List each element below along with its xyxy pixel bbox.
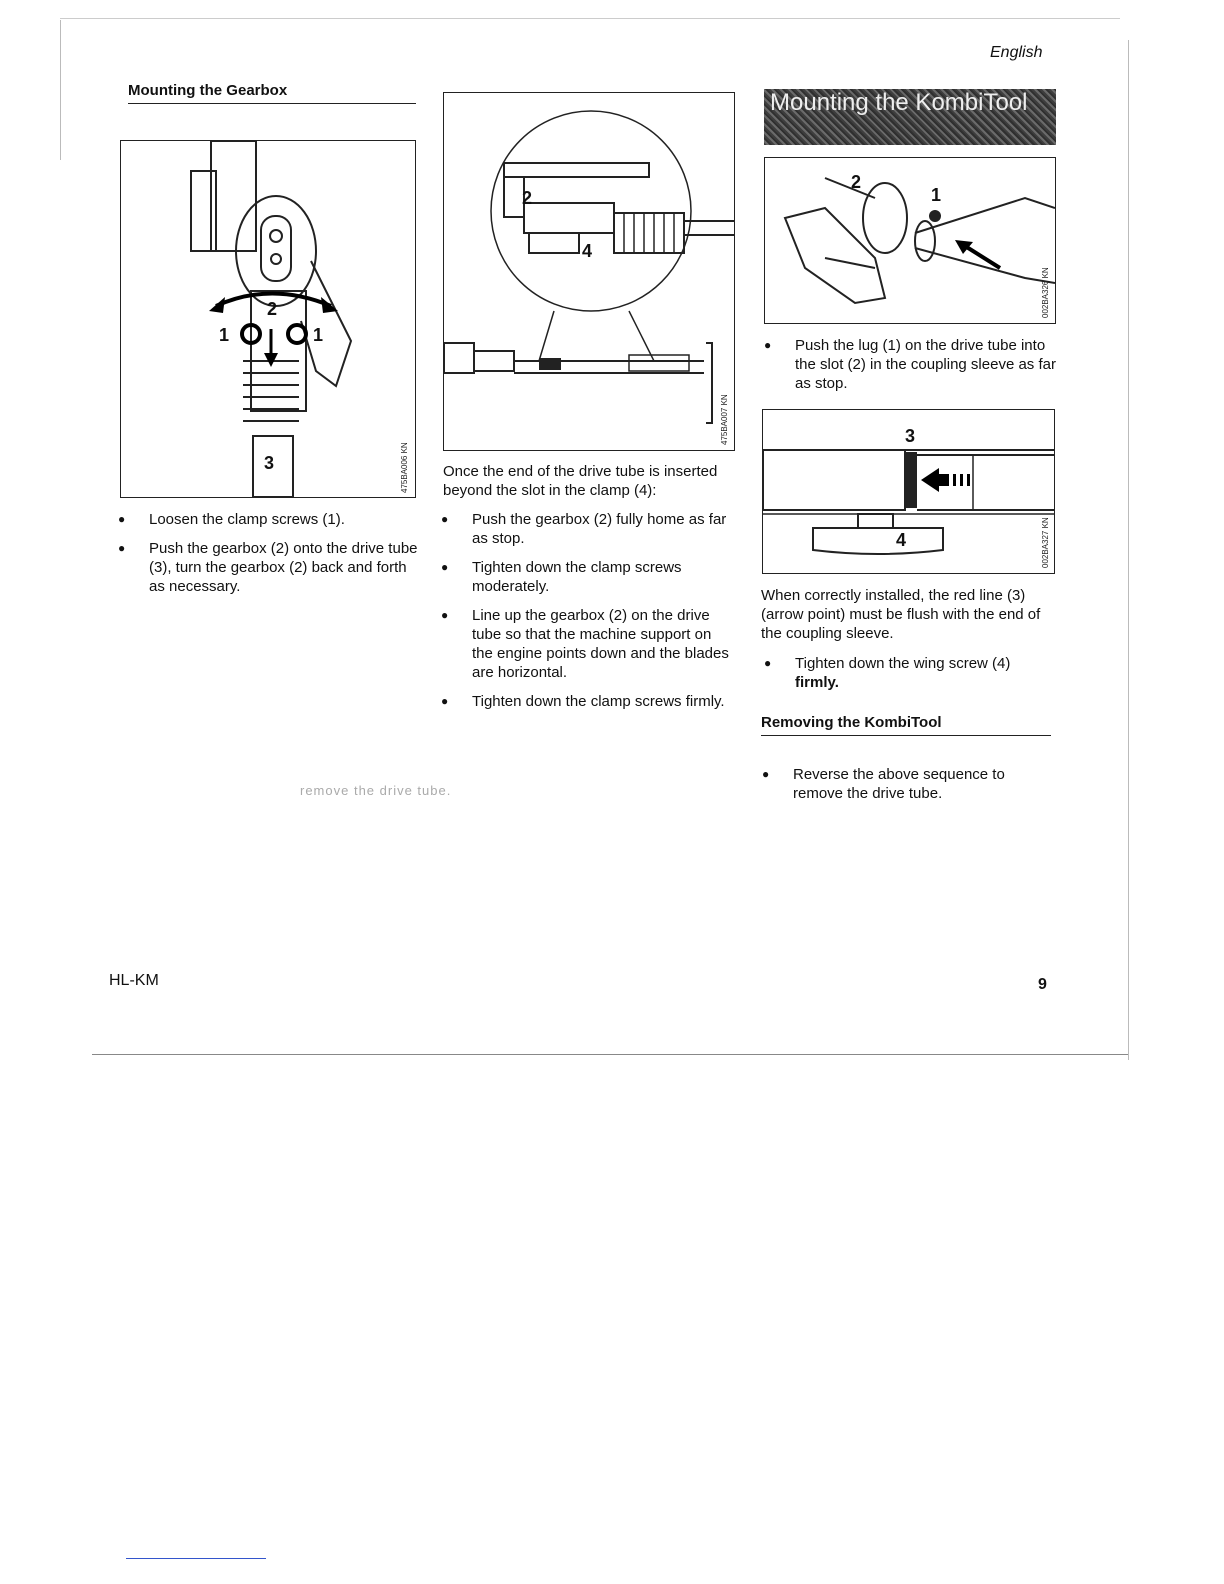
figure-label-1-right: 1 <box>313 325 324 345</box>
list-item: ● Push the gearbox (2) fully home as far as stop. <box>441 510 736 548</box>
section-heading-removing-kombitool: Removing the KombiTool <box>761 714 1051 736</box>
page-number: 9 <box>1038 976 1047 993</box>
section-heading-mounting-gearbox: Mounting the Gearbox <box>128 82 416 104</box>
coupling-illustration <box>765 158 1055 323</box>
language-label: English <box>990 44 1043 61</box>
figure-gearbox-mounting <box>120 140 416 498</box>
list-item: ● Tighten down the clamp screws moderately. <box>441 558 736 596</box>
left-scan-edge <box>60 20 61 160</box>
list-item-text: Tighten down the wing screw (4) <box>795 655 1011 672</box>
figure-code: 002BA327 KN <box>1041 517 1050 568</box>
right-paragraph: When correctly installed, the red line (3) (arrow point) must be flush with the end of the coupling sleeve. <box>761 587 1041 642</box>
list-item <box>764 654 1056 692</box>
list-item: ● Push the lug (1) on the drive tube into the slot (2) in the coupling sleeve as far as stop. <box>764 336 1056 393</box>
figure-code: 002BA326 KN <box>1041 267 1050 318</box>
figure-label-4: 4 <box>582 241 593 261</box>
list-item: ● Push the gearbox (2) onto the drive tube (3), turn the gearbox (2) back and forth as necessary. <box>118 539 418 596</box>
right-bullet-list-1 <box>764 336 1056 393</box>
figure-label-1: 1 <box>931 185 942 205</box>
figure-red-line-alignment <box>762 409 1055 574</box>
figure-label-2: 2 <box>267 299 278 319</box>
figure-label-1-left: 1 <box>219 325 230 345</box>
right-bullet-list-3 <box>762 765 1054 803</box>
list-item: ● Tighten down the clamp screws firmly. <box>441 692 736 711</box>
figure-code: 475BA007 KN <box>720 394 729 445</box>
figure-clamp-detail <box>443 92 735 451</box>
middle-bullet-list <box>441 510 736 711</box>
bottom-blue-mark <box>126 1558 266 1559</box>
left-bullet-list <box>118 510 418 596</box>
list-item: ● Line up the gearbox (2) on the drive tube so that the machine support on the engine points down and the blades are horizontal. <box>441 606 736 682</box>
bottom-scan-line <box>92 1054 1128 1055</box>
middle-intro: Once the end of the drive tube is inserted beyond the slot in the clamp (4): <box>443 463 718 499</box>
clamp-illustration <box>444 93 734 450</box>
figure-drive-tube-coupling <box>764 157 1056 324</box>
figure-label-2: 2 <box>851 172 862 192</box>
list-item-emphasis: firmly. <box>795 674 839 691</box>
top-scan-line <box>60 18 1120 19</box>
figure-label-3: 3 <box>264 453 275 473</box>
footer-model: HL-KM <box>109 972 159 989</box>
right-scan-edge <box>1128 40 1129 1060</box>
list-item: ● Reverse the above sequence to remove the drive tube. <box>762 765 1054 803</box>
section-banner-mounting-kombitool: Mounting the KombiTool <box>764 89 1056 145</box>
figure-label-3: 3 <box>905 426 916 446</box>
figure-label-4: 4 <box>896 530 907 550</box>
right-bullet-list-2 <box>764 654 1056 692</box>
figure-code: 475BA006 KN <box>400 442 409 493</box>
bleed-through-text: remove the drive tube. <box>300 783 452 798</box>
list-item: ● Loosen the clamp screws (1). <box>118 510 418 529</box>
figure-label-2: 2 <box>522 188 533 208</box>
